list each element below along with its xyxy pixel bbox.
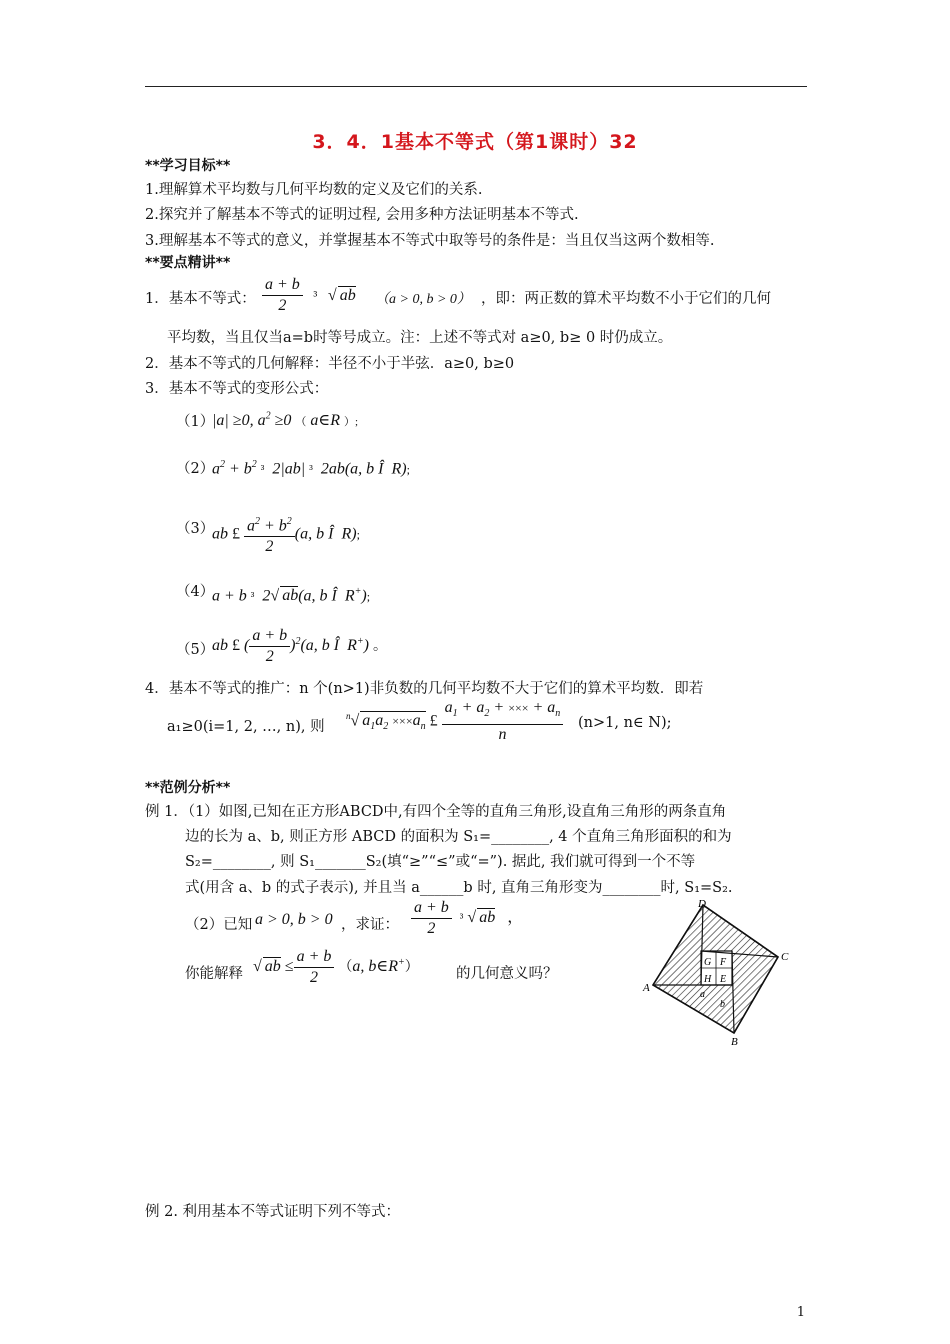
example-1-part3-prefix: 你能解释: [185, 966, 243, 982]
goal-3: 3.理解基本不等式的意义，并掌握基本不等式中取等号的条件是：当且仅当这两个数相等.: [145, 233, 715, 249]
label-f: F: [720, 957, 727, 968]
header-rule: [145, 86, 807, 87]
point-1-formula: $\frac{a + b}{2}$ ³ √ ab: [262, 275, 356, 316]
formula-2: $a^2 + b^2$ ³ 2|ab| ³ 2ab(a, b Î R);: [212, 459, 410, 478]
label-side-a: a: [700, 989, 705, 1000]
label-b: B: [731, 1036, 738, 1048]
label-d: D: [698, 898, 706, 910]
formula-1-label: （1）: [176, 414, 215, 430]
label-e: E: [720, 974, 727, 985]
point-4-suffix: (n>1, n∈ N);: [578, 715, 672, 731]
example-1-part2-formula: $\frac{a + b}{2}$ ³ √ ab ，: [411, 898, 523, 939]
example-1-part2-mid: ，求证：: [341, 917, 399, 933]
point-4-formula: $^n$√ $a_1a_2 \times\times\times a_n$ £ $\frac{a_1 + a_2 + \times\times\times + a_n}{n}$: [346, 698, 563, 745]
example-1-part2-prefix: （2）已知: [185, 917, 253, 933]
point-2: 2．基本不等式的几何解释：半径不小于半弦．a≥0, b≥0: [145, 356, 515, 372]
examples-heading: **范例分析**: [145, 780, 231, 796]
point-1-line2: 平均数，当且仅当a=b时等号成立。注：上述不等式对 a≥0, b≥ 0 时仍成立。: [167, 330, 673, 346]
formula-4-label: （4）: [176, 584, 215, 600]
example-1-part3-suffix: 的几何意义吗？: [456, 966, 558, 982]
example-1-line2: 边的长为 a、b, 则正方形 ABCD 的面积为 S₁=________, 4 个直角三角形面积的和为: [185, 829, 732, 845]
point-4-line1: 4．基本不等式的推广：n 个(n>1)非负数的几何平均数不大于它们的算术平均数．即若: [145, 681, 704, 697]
example-1-part3-formula: √ ab ≤ $\frac{a + b}{2}$ （a, b∈R+）: [253, 948, 419, 986]
example-2: 例 2. 利用基本不等式证明下列不等式：: [145, 1204, 401, 1220]
formula-5: ab £ ( $\frac{a + b}{2}$ )$^2$(a, b Î R+) 。: [212, 627, 387, 665]
point-1-tail: ，即：两正数的算术平均数不小于它们的几何: [481, 291, 771, 307]
example-1-line3: S₂=________, 则 S₁_______S₂(填“≥”“≤”或“=”). 据此, 我们就可得到一个不等: [185, 854, 696, 870]
square-figure: [640, 893, 800, 1048]
label-a: A: [643, 982, 650, 994]
page-title: 3．4．1基本不等式（第1课时）32: [312, 131, 638, 153]
formula-3-label: （3）: [176, 521, 215, 537]
label-side-b: b: [720, 999, 725, 1010]
example-1-line1: 例 1．（1）如图,已知在正方形ABCD中,有四个全等的直角三角形,设直角三角形的两条直角: [145, 804, 727, 820]
point-3: 3．基本不等式的变形公式：: [145, 381, 329, 397]
page-number: 1: [796, 1305, 805, 1320]
example-1-part2-given: a > 0, b > 0: [255, 911, 333, 928]
point-1-condition: （a > 0, b > 0）: [375, 292, 471, 307]
formula-3: ab £ $\frac{a^2 + b^2}{2}$ (a, b Î R);: [212, 512, 360, 557]
goal-2: 2.探究并了解基本不等式的证明过程, 会用多种方法证明基本不等式.: [145, 207, 579, 223]
label-c: C: [781, 951, 789, 963]
label-h: H: [704, 974, 712, 985]
formula-2-label: （2）: [176, 461, 215, 477]
point-4-prefix: a₁≥0(i=1, 2, …, n), 则: [167, 719, 325, 735]
formula-1: |a| ≥0, $a^2 \ge 0$ （ a∈R ）;: [212, 410, 359, 429]
points-heading: **要点精讲**: [145, 255, 231, 271]
goal-1: 1.理解算术平均数与几何平均数的定义及它们的关系.: [145, 182, 483, 198]
example-1-line4: 式(用含 a、b 的式子表示), 并且当 a______b 时, 直角三角形变为________时, S₁=S₂.: [185, 880, 733, 896]
goals-heading: **学习目标**: [145, 158, 231, 174]
point-1-prefix: 1．基本不等式：: [145, 291, 256, 307]
formula-5-label: （5）: [176, 642, 215, 658]
formula-4: a + b ³ 2√ ab(a, b Î R+);: [212, 586, 371, 605]
label-g: G: [704, 957, 712, 968]
